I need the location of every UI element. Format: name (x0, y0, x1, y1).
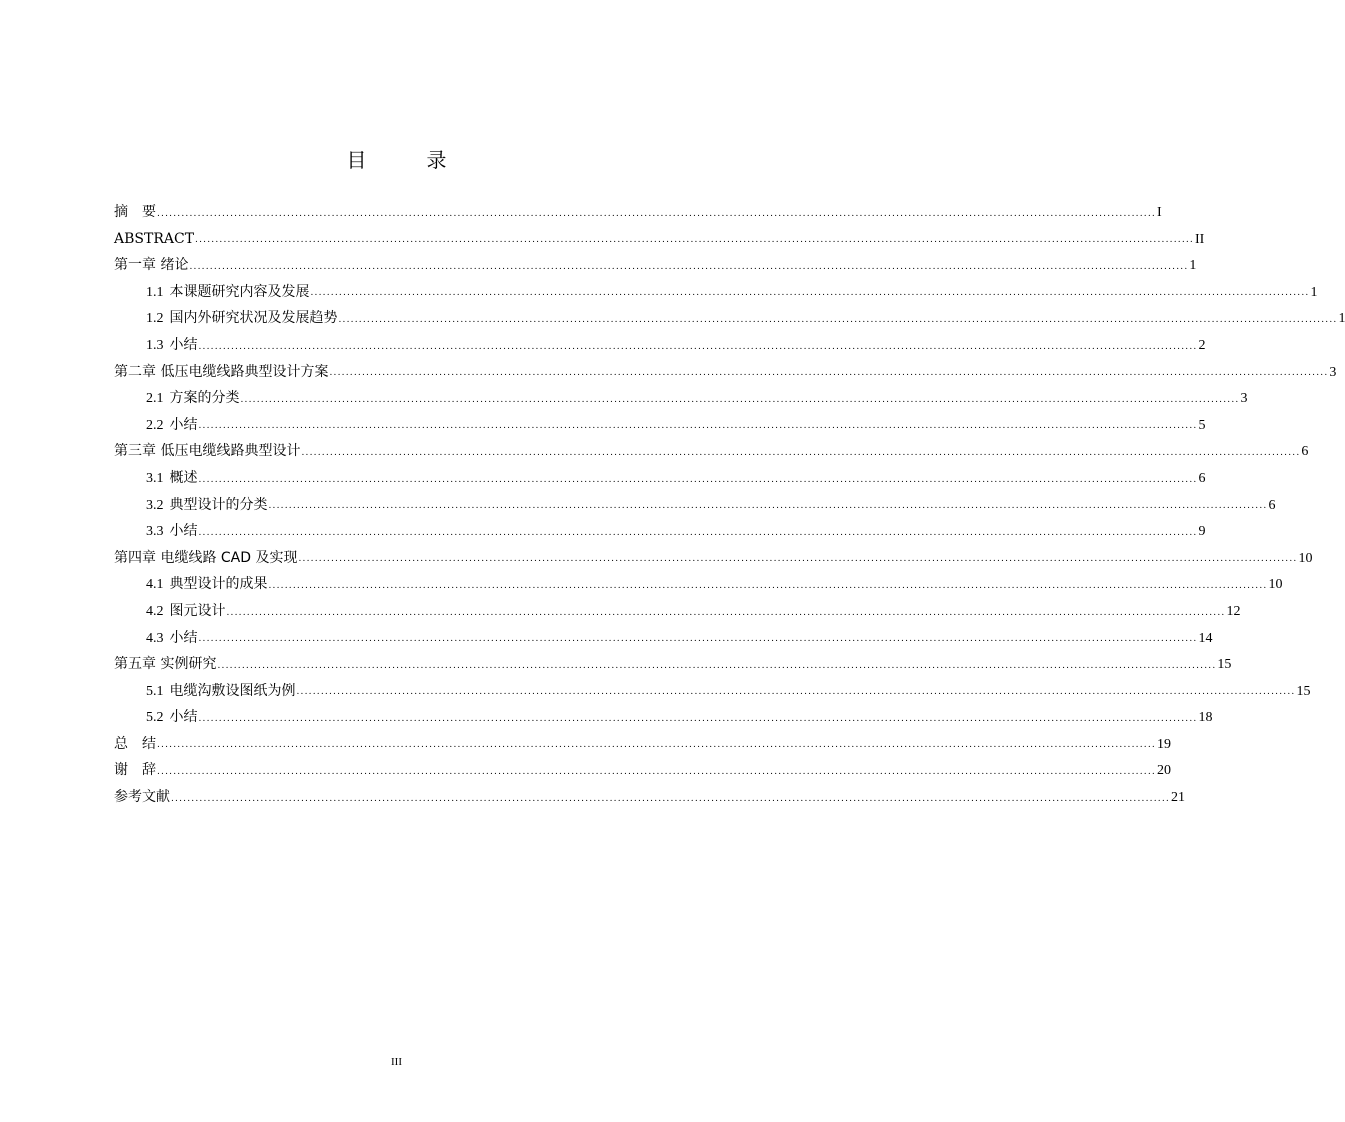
toc-section-entry[interactable] (114, 704, 1213, 731)
toc-section-entry[interactable] (114, 571, 1283, 598)
toc-section-entry[interactable] (114, 598, 1241, 625)
toc-entry-title (146, 598, 226, 626)
toc-dot-leader: ...................................................................................................................................................................................................................................................... (268, 580, 1268, 591)
toc-page-number: 15 (1217, 657, 1232, 673)
toc-page-number: 15 (1296, 683, 1311, 699)
toc-entry-title (114, 651, 216, 678)
toc-page-number: 9 (1198, 524, 1206, 540)
toc-page-number: 20 (1156, 763, 1171, 779)
toc-entry-title (146, 305, 338, 333)
toc-section-entry[interactable] (114, 305, 1345, 332)
toc-dot-leader: ...................................................................................................................................................................................................................................................... (198, 634, 1198, 645)
toc-chapter-entry[interactable] (114, 438, 1309, 465)
toc-entry-label: 方案的分类 (169, 390, 240, 407)
toc-page-number: 14 (1198, 630, 1213, 646)
toc-entry-title (114, 784, 170, 811)
toc-page-number: 1 (1310, 284, 1318, 300)
toc-dot-leader: ...................................................................................................................................................................................................................................................... (226, 607, 1226, 618)
toc-section-number: 5.1 (146, 683, 164, 699)
toc-section-number: 3.3 (146, 524, 164, 540)
toc-section-number: 4.2 (146, 603, 164, 619)
toc-dot-leader: ...................................................................................................................................................................................................................................................... (310, 288, 1310, 299)
toc-chapter-entry[interactable] (114, 199, 1162, 226)
toc-chapter-entry[interactable] (114, 359, 1337, 386)
toc-entry-title (114, 359, 328, 386)
toc-page-number: 12 (1226, 603, 1241, 619)
toc-entry-label: 概述 (169, 469, 198, 486)
toc-dot-leader: ...................................................................................................................................................................................................................................................... (157, 740, 1156, 751)
toc-section-number: 4.3 (146, 630, 164, 646)
toc-entry-label: 第五章 实例研究 (114, 656, 217, 673)
toc-entry-label: 第二章 低压电缆线路典型设计方案 (114, 363, 329, 380)
toc-entry-title (114, 226, 194, 253)
toc-dot-leader: ...................................................................................................................................................................................................................................................... (301, 447, 1301, 458)
toc-section-number: 2.2 (146, 417, 164, 433)
toc-entry-title (146, 571, 268, 599)
toc-entry-label: 本课题研究内容及发展 (169, 283, 310, 300)
toc-entry-label: 典型设计的成果 (169, 576, 268, 593)
toc-entry-title (146, 704, 198, 732)
page-number: III (391, 1056, 402, 1068)
toc-page-number: 6 (1301, 444, 1309, 460)
toc-chapter-entry[interactable] (114, 784, 1185, 811)
toc-entry-title (114, 731, 156, 758)
page-title: 目 录 (346, 148, 467, 172)
toc-dot-leader: ...................................................................................................................................................................................................................................................... (198, 474, 1198, 485)
toc-entry-label: 谢 辞 (114, 762, 156, 779)
toc-entry-label: 小结 (169, 523, 198, 540)
toc-chapter-entry[interactable] (114, 731, 1171, 758)
toc-section-entry[interactable] (114, 412, 1206, 439)
toc-section-number: 3.1 (146, 470, 164, 486)
toc-page-number: I (1156, 205, 1162, 220)
toc-page-number: II (1195, 231, 1205, 247)
toc-entry-label: 第一章 绪论 (114, 257, 189, 274)
toc-section-entry[interactable] (114, 492, 1276, 519)
toc-chapter-entry[interactable] (114, 545, 1313, 572)
toc-entry-label: 典型设计的分类 (169, 496, 268, 513)
toc-entry-title (146, 465, 198, 493)
toc-section-number: 1.2 (146, 311, 164, 327)
toc-dot-leader: ...................................................................................................................................................................................................................................................... (198, 527, 1198, 538)
toc-section-number: 1.3 (146, 337, 164, 353)
toc-section-number: 2.1 (146, 391, 164, 407)
toc-section-entry[interactable] (114, 279, 1318, 306)
toc-page-number: 5 (1198, 417, 1206, 433)
toc-chapter-entry[interactable] (114, 757, 1171, 784)
toc-section-entry[interactable] (114, 385, 1248, 412)
toc-page-number: 3 (1240, 391, 1248, 407)
toc-dot-leader: ...................................................................................................................................................................................................................................................... (217, 660, 1217, 671)
toc-page-number: 1 (1189, 258, 1197, 274)
toc-entry-label: 小结 (169, 336, 198, 353)
toc-entry-title (146, 678, 296, 706)
toc-page-number: 10 (1268, 577, 1283, 593)
toc-entry-label: 摘 要 (114, 204, 156, 220)
toc-dot-leader: ...................................................................................................................................................................................................................................................... (268, 501, 1268, 512)
toc-page-number: 6 (1198, 470, 1206, 486)
toc-entry-label: 图元设计 (169, 602, 226, 619)
toc-chapter-entry[interactable] (114, 252, 1197, 279)
toc-entry-label: 第三章 低压电缆线路典型设计 (114, 443, 301, 460)
toc-entry-title (146, 385, 240, 413)
toc-entry-label: 小结 (169, 629, 198, 646)
toc-dot-leader: ...................................................................................................................................................................................................................................................... (298, 554, 1298, 565)
table-of-contents (114, 199, 1345, 811)
toc-entry-label: 电缆沟敷设图纸为例 (169, 682, 296, 699)
toc-entry-title (146, 332, 198, 360)
toc-page-number: 6 (1268, 497, 1276, 513)
toc-entry-label: 参考文献 (114, 789, 170, 806)
toc-entry-label: 国内外研究状况及发展趋势 (169, 310, 338, 327)
toc-entry-label: 总 结 (114, 735, 156, 752)
toc-chapter-entry[interactable] (114, 651, 1232, 678)
toc-entry-title (146, 492, 268, 520)
toc-dot-leader: ...................................................................................................................................................................................................................................................... (157, 208, 1156, 219)
toc-dot-leader: ...................................................................................................................................................................................................................................................... (296, 687, 1296, 698)
toc-entry-label: ABSTRACT (114, 230, 195, 247)
toc-entry-label: 小结 (169, 709, 198, 726)
toc-page-number: 2 (1198, 337, 1206, 353)
toc-section-number: 4.1 (146, 577, 164, 593)
toc-page-number: 18 (1198, 710, 1213, 726)
toc-dot-leader: ...................................................................................................................................................................................................................................................... (189, 261, 1189, 272)
toc-page-number: 21 (1170, 790, 1185, 806)
toc-dot-leader: ...................................................................................................................................................................................................................................................... (198, 421, 1198, 432)
toc-section-entry[interactable] (114, 678, 1311, 705)
toc-entry-title (114, 252, 188, 279)
toc-entry-title (146, 518, 198, 546)
toc-entry-title (146, 412, 198, 440)
toc-dot-leader: ...................................................................................................................................................................................................................................................... (338, 314, 1338, 325)
toc-section-entry[interactable] (114, 465, 1206, 492)
toc-page-number: 19 (1156, 736, 1171, 752)
toc-section-entry[interactable] (114, 625, 1213, 652)
toc-dot-leader: ...................................................................................................................................................................................................................................................... (329, 368, 1329, 379)
toc-entry-title (146, 279, 310, 307)
toc-entry-label: 小结 (169, 416, 198, 433)
toc-entry-title (114, 438, 300, 465)
toc-chapter-entry[interactable] (114, 226, 1205, 253)
toc-entry-title (146, 625, 198, 653)
toc-entry-title (114, 757, 156, 784)
toc-dot-leader: ...................................................................................................................................................................................................................................................... (195, 235, 1194, 246)
toc-section-entry[interactable] (114, 332, 1206, 359)
toc-entry-label: 第四章 电缆线路 CAD 及实现 (114, 549, 298, 566)
toc-page-number: 3 (1329, 364, 1337, 380)
toc-section-number: 3.2 (146, 497, 164, 513)
toc-dot-leader: ...................................................................................................................................................................................................................................................... (198, 341, 1198, 352)
toc-entry-title (114, 199, 156, 226)
toc-dot-leader: ...................................................................................................................................................................................................................................................... (157, 767, 1156, 778)
toc-dot-leader: ...................................................................................................................................................................................................................................................... (171, 793, 1170, 804)
toc-page-number: 10 (1298, 550, 1313, 566)
toc-section-entry[interactable] (114, 518, 1206, 545)
toc-section-number: 5.2 (146, 710, 164, 726)
toc-section-number: 1.1 (146, 284, 164, 300)
toc-entry-title (114, 545, 297, 572)
toc-dot-leader: ...................................................................................................................................................................................................................................................... (240, 394, 1240, 405)
toc-page-number: 1 (1338, 311, 1345, 327)
toc-dot-leader: ...................................................................................................................................................................................................................................................... (198, 713, 1198, 724)
